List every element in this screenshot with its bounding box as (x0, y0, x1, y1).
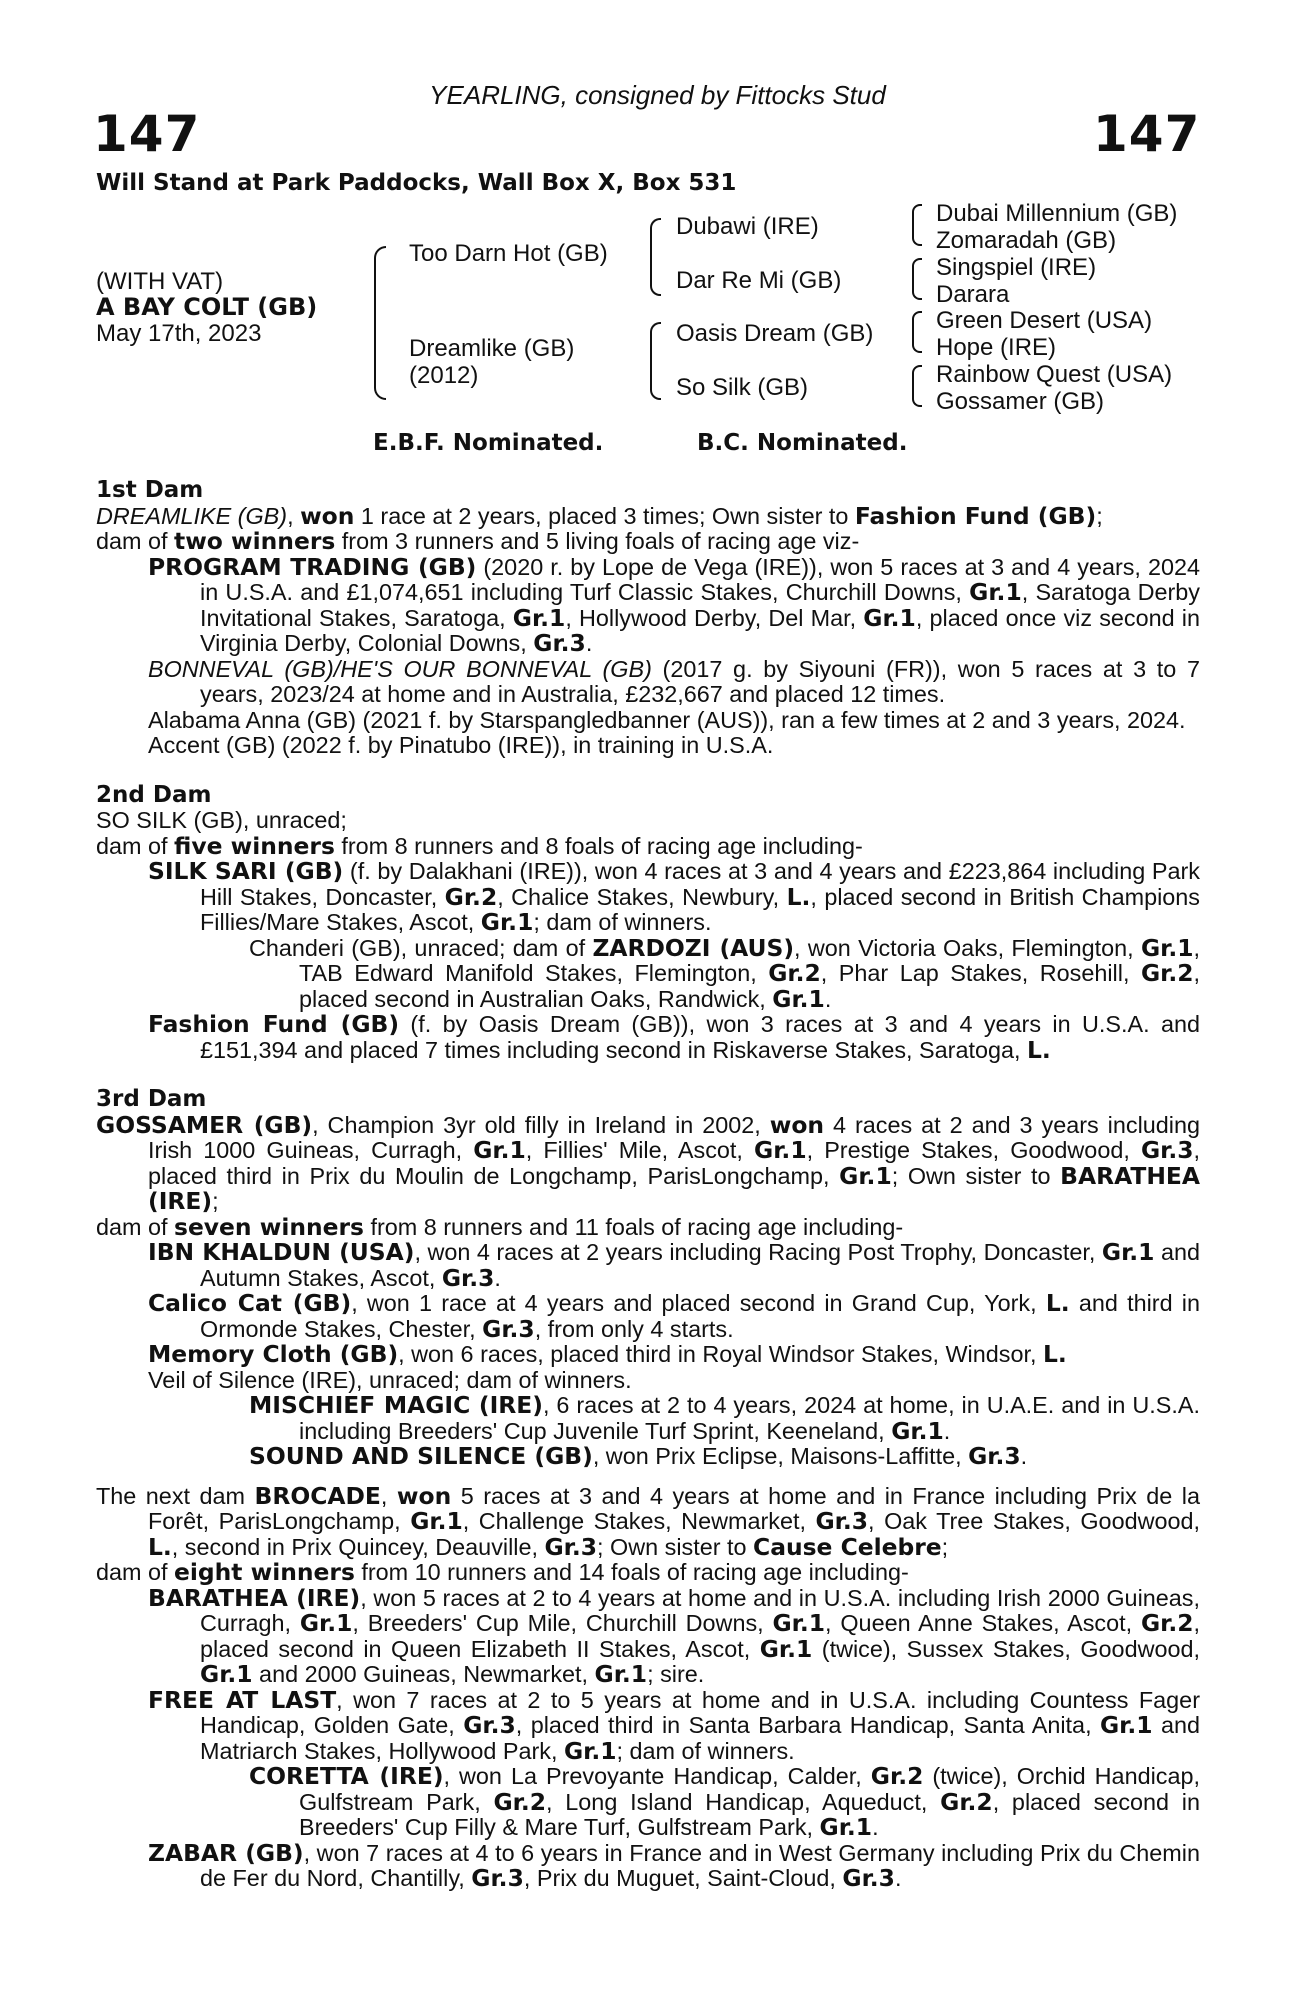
lot-number-right: 147 (1093, 105, 1201, 163)
progeny-silk-sari: SILK SARI (GB) (f. by Dalakhani (IRE)), won 4 races at 3 and 4 years and £223,864 including Park Hill Stakes, Doncaster, Gr.2, Chalice Stakes, Newbury, L., placed second in British Champions Fillies/Mare Stakes, Ascot, Gr.1; dam of winners. (148, 857, 1201, 936)
progeny-fashion-fund: Fashion Fund (GB) (f. by Oasis Dream (GB)), won 3 races at 3 and 4 years in U.S.A. and £151,394 and placed 7 times including second in Riskaverse Stakes, Saratoga, L. (148, 1010, 1201, 1064)
dam-sire: Oasis Dream (GB) (676, 320, 874, 347)
first-dam-progeny-intro: dam of two winners from 3 runners and 5 living foals of racing age viz- (96, 527, 860, 555)
vat-label: (WITH VAT) (96, 268, 224, 295)
bc-nomination: B.C. Nominated. (697, 430, 908, 456)
progeny-coretta: CORETTA (IRE), won La Prevoyante Handicap, Calder, Gr.2 (twice), Orchid Handicap, Gulfstream Park, Gr.2, Long Island Handicap, Aqueduct, Gr.2, placed second in Breeders' Cup Filly & Mare Turf, Gulfstream Park, Gr.1. (249, 1762, 1200, 1841)
progeny-veil-of-silence: Veil of Silence (IRE), unraced; dam of winners. (148, 1366, 632, 1393)
sire-sire: Dubawi (IRE) (676, 213, 819, 240)
granddam-4: Gossamer (GB) (936, 388, 1105, 415)
second-dam-title: 2nd Dam (96, 781, 212, 808)
progeny-zabar: ZABAR (GB), won 7 races at 4 to 6 years in France and in West Germany including Prix du Chemin de Fer du Nord, Chantilly, Gr.3, Prix du Muguet, Saint-Cloud, Gr.3. (148, 1838, 1200, 1892)
grandsire-3: Green Desert (USA) (936, 307, 1153, 334)
progeny-ibn-khaldun: IBN KHALDUN (USA), won 4 races at 2 years including Racing Post Trophy, Doncaster, Gr.1 and Autumn Stakes, Ascot, Gr.3. (148, 1238, 1200, 1292)
progeny-accent: Accent (GB) (2022 f. by Pinatubo (IRE)), in training in U.S.A. (148, 732, 774, 758)
horse-name: A BAY COLT (GB) (96, 293, 318, 321)
catalogue-body (96, 478, 1200, 1892)
progeny-alabama-anna: Alabama Anna (GB) (2021 f. by Starspangledbanner (AUS)), ran a few times at 2 and 3 years, 2024. (148, 706, 1186, 733)
progeny-free-at-last: FREE AT LAST, won 7 races at 2 to 5 years at home and in U.S.A. including Countess Fager Handicap, Golden Gate, Gr.3, placed third in Santa Barbara Handicap, Santa Anita, Gr.1 and Matriarch Stakes, Hollywood Park, Gr.1; dam of winners. (148, 1685, 1200, 1765)
pedigree-brace-dam (650, 322, 661, 400)
stand-location: Will Stand at Park Paddocks, Wall Box X, Box 531 (96, 170, 737, 196)
granddam-3: Hope (IRE) (936, 334, 1057, 361)
dam-name: Dreamlike (GB) (409, 335, 575, 362)
progeny-program-trading: PROGRAM TRADING (GB) (2020 r. by Lope de Vega (IRE)), won 5 races at 3 and 4 years, 2024 in U.S.A. and £1,074,651 including Turf Classic Stakes, Churchill Downs, Gr.1, Saratoga Derby Invitational Stakes, Saratoga, Gr.1, Hollywood Derby, Del Mar, Gr.1, placed once viz second in Virginia Derby, Colonial Downs, Gr.3. (148, 552, 1200, 657)
third-dam-progeny-intro: dam of seven winners from 8 runners and 11 foals of racing age including- (96, 1212, 904, 1241)
granddam-1: Zomaradah (GB) (936, 227, 1117, 254)
first-dam-summary: DREAMLIKE (GB), won 1 race at 2 years, placed 3 times; Own sister to Fashion Fund (GB); (96, 501, 1103, 530)
progeny-calico-cat: Calico Cat (GB), won 1 race at 4 years and placed second in Grand Cup, York, L. and third in Ormonde Stakes, Chester, Gr.3, from only 4 starts. (148, 1289, 1201, 1343)
second-dam-summary: SO SILK (GB), unraced; (96, 807, 347, 833)
dam-dam: So Silk (GB) (676, 374, 809, 401)
dam-year: (2012) (409, 362, 479, 389)
progeny-memory-cloth: Memory Cloth (GB), won 6 races, placed third in Royal Windsor Stakes, Windsor, L. (148, 1340, 1067, 1368)
sire-name: Too Darn Hot (GB) (409, 240, 608, 267)
pedigree-brace-main (374, 246, 386, 400)
next-dam-progeny-intro: dam of eight winners from 10 runners and 14 foals of racing age including- (96, 1558, 909, 1586)
second-dam-progeny-intro: dam of five winners from 8 runners and 8 foals of racing age including- (96, 831, 863, 860)
progeny-bonneval: BONNEVAL (GB)/HE'S OUR BONNEVAL (GB) (2017 g. by Siyouni (FR)), won 5 races at 3 to 7 years, 2023/24 at home and in Australia, £232,667 and placed 12 times. (148, 655, 1200, 707)
progeny-barathea: BARATHEA (IRE), won 5 races at 2 to 4 years at home and in U.S.A. including Irish 2000 Guineas, Curragh, Gr.1, Breeders' Cup Mile, Churchill Downs, Gr.1, Queen Anne Stakes, Ascot, Gr.2, placed second in Queen Elizabeth II Stakes, Ascot, Gr.1 (twice), Sussex Stakes, Goodwood, Gr.1 and 2000 Guineas, Newmarket, Gr.1; sire. (148, 1583, 1200, 1688)
grandsire-2: Singspiel (IRE) (936, 254, 1097, 281)
pedigree-brace-g4 (912, 365, 922, 407)
progeny-sound-and-silence: SOUND AND SILENCE (GB), won Prix Eclipse, Maisons-Laffitte, Gr.3. (249, 1442, 1028, 1470)
grandsire-1: Dubai Millennium (GB) (936, 200, 1178, 227)
progeny-chanderi: Chanderi (GB), unraced; dam of ZARDOZI (AUS), won Victoria Oaks, Flemington, Gr.1, TAB Edward Manifold Stakes, Flemington, Gr.2, Phar Lap Stakes, Rosehill, Gr.2, placed second in Australian Oaks, Randwick, Gr.1. (249, 933, 1201, 1013)
ebf-nomination: E.B.F. Nominated. (373, 430, 604, 456)
pedigree-brace-g3 (912, 311, 922, 353)
first-dam-title: 1st Dam (96, 477, 204, 503)
pedigree-brace-g1 (912, 204, 922, 246)
progeny-mischief-magic: MISCHIEF MAGIC (IRE), 6 races at 2 to 4 years, 2024 at home, in U.A.E. and in U.S.A. including Breeders' Cup Juvenile Turf Sprint, Keeneland, Gr.1. (249, 1391, 1200, 1445)
granddam-2: Darara (936, 281, 1010, 308)
next-dam-summary: The next dam BROCADE, won 5 races at 3 and 4 years at home and in France including Prix de la Forêt, ParisLongchamp, Gr.1, Challenge Stakes, Newmarket, Gr.3, Oak Tree Stakes, Goodwood, L., second in Prix Quincey, Deauville, Gr.3; Own sister to Cause Celebre; (96, 1481, 1201, 1561)
pedigree-brace-sire (650, 218, 661, 296)
horse-dob: May 17th, 2023 (96, 320, 262, 347)
page-heading: YEARLING, consigned by Fittocks Stud (429, 80, 886, 110)
third-dam-summary: GOSSAMER (GB), Champion 3yr old filly in Ireland in 2002, won 4 races at 2 and 3 years including Irish 1000 Guineas, Curragh, Gr.1, Fillies' Mile, Ascot, Gr.1, Prestige Stakes, Goodwood, Gr.3, placed third in Prix du Moulin de Longchamp, ParisLongchamp, Gr.1; Own sister to BARATHEA (IRE); (96, 1110, 1200, 1215)
grandsire-4: Rainbow Quest (USA) (936, 361, 1173, 388)
sire-dam: Dar Re Mi (GB) (676, 267, 842, 294)
pedigree-brace-g2 (912, 258, 922, 300)
third-dam-title: 3rd Dam (96, 1086, 207, 1112)
lot-number-left: 147 (93, 105, 201, 163)
